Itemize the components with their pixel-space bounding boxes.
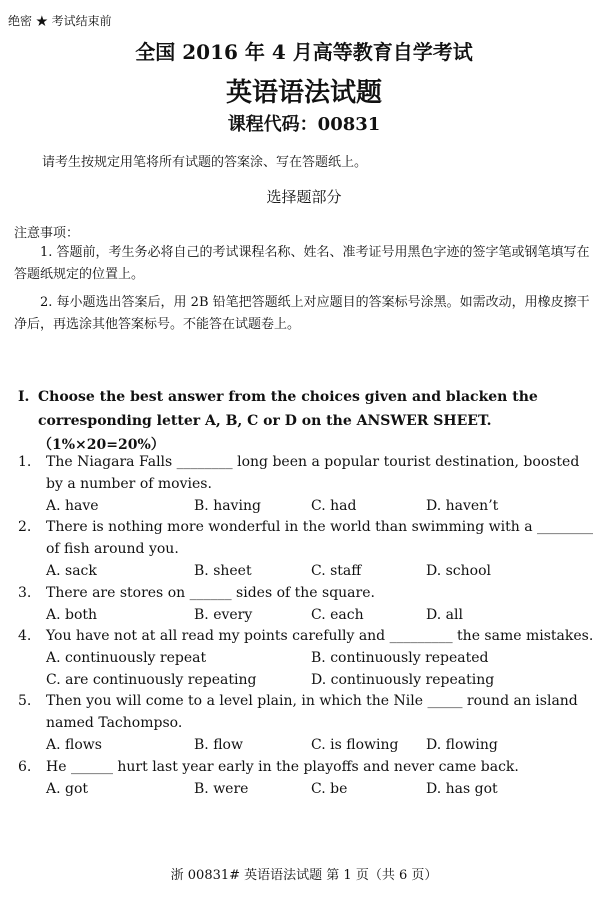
question-number: 1. [18, 454, 32, 470]
question-6-options [46, 778, 598, 800]
option-c: C. staff [311, 563, 362, 579]
option-b: B. every [194, 607, 253, 623]
note-item-1: 1. 答题前，考生务必将自己的考试课程名称、姓名、准考证号用黑色字迹的签字笔或钢笔填写在答题纸规定的位置上。 [14, 245, 590, 282]
option-b: B. flow [194, 737, 243, 753]
part-heading [18, 385, 598, 457]
option-c: C. be [311, 781, 348, 797]
option-d: D. continuously repeating [311, 672, 495, 688]
option-b: B. sheet [194, 563, 252, 579]
section-title: 选择题部分 [266, 188, 342, 206]
option-d: D. has got [426, 781, 498, 797]
option-c: C. had [311, 498, 357, 514]
option-d: D. all [426, 607, 463, 623]
question-4-options-row-2 [46, 669, 598, 691]
question-2-options [46, 560, 598, 582]
question-number: 4. [18, 628, 32, 644]
option-d: D. flowing [426, 737, 498, 753]
course-code: 课程代码：00831 [227, 114, 381, 135]
question-text: You have not at all read my points carefully and _________ the same mistakes. [46, 628, 594, 644]
question-3-options [46, 604, 598, 626]
question-5 [18, 690, 598, 734]
subject-title: 英语语法试题 [225, 78, 382, 108]
question-text: There are stores on ______ sides of the square. [46, 585, 375, 601]
option-a: A. both [46, 607, 98, 623]
part-number: I. [18, 389, 30, 405]
option-a: A. got [46, 781, 89, 797]
option-a: A. flows [46, 737, 102, 753]
option-d: D. haven’t [426, 498, 499, 514]
general-instruction: 请考生按规定用笔将所有试题的答案涂、写在答题纸上。 [42, 155, 368, 170]
option-b: B. having [194, 498, 261, 514]
question-5-options [46, 734, 598, 756]
exam-title: 全国 2016 年 4 月高等教育自学考试 [135, 40, 473, 64]
option-a: A. continuously repeat [46, 650, 207, 666]
question-number: 6. [18, 759, 32, 775]
question-6 [18, 756, 598, 778]
question-text: Then you will come to a level plain, in which the Nile _____ round an island named Tachompso. [46, 693, 578, 731]
question-text: He ______ hurt last year early in the playoffs and never came back. [46, 759, 519, 775]
note-item-2: 2. 每小题选出答案后，用 2B 铅笔把答题纸上对应题目的答案标号涂黑。如需改动，用橡皮擦干净后，再选涂其他答案标号。不能答在试题卷上。 [14, 295, 590, 332]
question-4 [18, 625, 598, 647]
confidential-mark: 绝密 ★ 考试结束前 [8, 14, 112, 28]
question-1-options [46, 495, 598, 517]
question-number: 2. [18, 519, 32, 535]
question-2 [18, 516, 598, 560]
question-text: The Niagara Falls ________ long been a popular tourist destination, boosted by a number of movies. [46, 454, 580, 492]
option-a: A. sack [46, 563, 97, 579]
option-c: C. is flowing [311, 737, 399, 753]
option-d: D. school [426, 563, 492, 579]
option-b: B. were [194, 781, 249, 797]
notes-label: 注意事项： [14, 226, 80, 241]
question-text: There is nothing more wonderful in the world than swimming with a ________ of fish around you. [46, 519, 594, 557]
page-footer: 浙 00831# 英语语法试题 第 1 页（共 6 页） [170, 868, 438, 883]
question-1 [18, 451, 598, 495]
part-instruction: Choose the best answer from the choices given and blacken the corresponding letter A, B, C or D on the ANSWER SHEET. （1%×20=20%） [38, 389, 538, 453]
option-c: C. each [311, 607, 364, 623]
question-4-options-row-1 [46, 647, 598, 669]
option-a: A. have [46, 498, 99, 514]
question-number: 3. [18, 585, 32, 601]
question-number: 5. [18, 693, 32, 709]
option-c: C. are continuously repeating [46, 672, 257, 688]
option-b: B. continuously repeated [311, 650, 489, 666]
question-3 [18, 582, 598, 604]
